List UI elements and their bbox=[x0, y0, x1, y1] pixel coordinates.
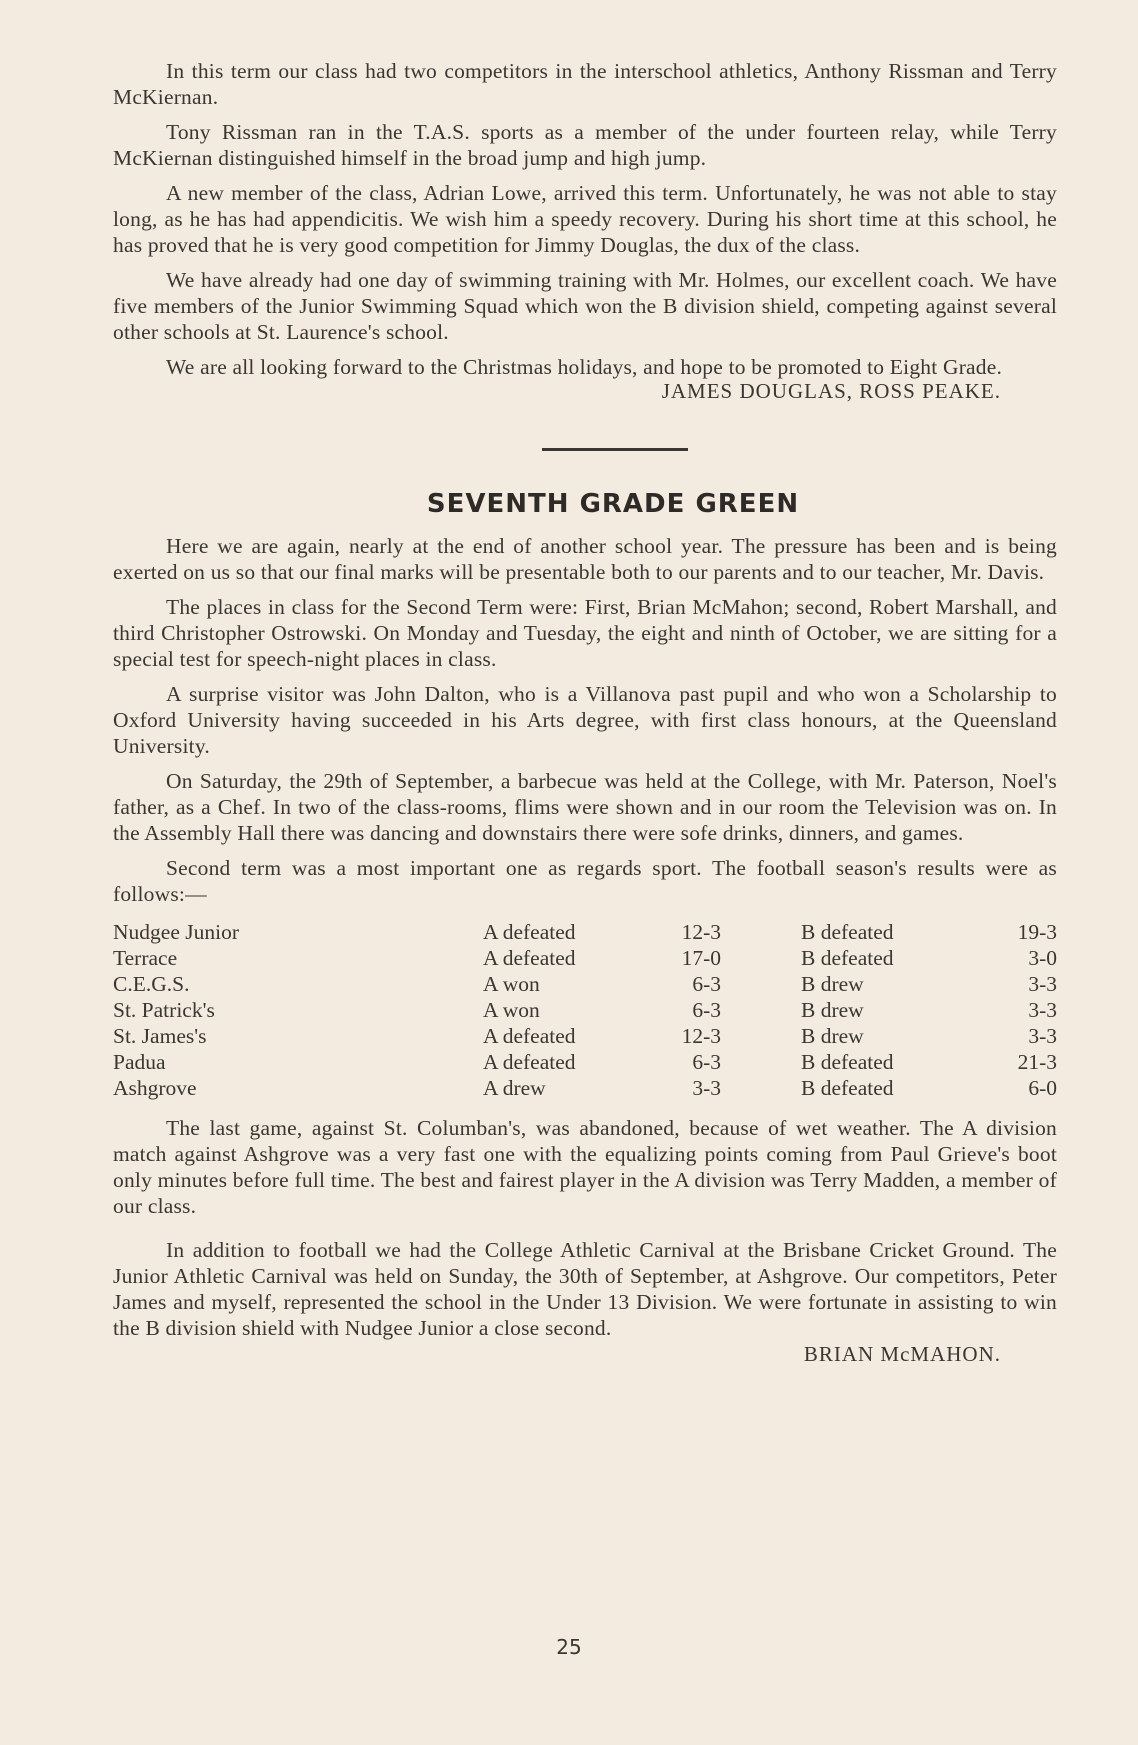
paragraph: In this term our class had two competitors in the interschool athletics, Anthony Rissman and Terry McKiernan. bbox=[113, 59, 1057, 109]
paragraph: Second term was a most important one as regards sport. The football season's results were as follows:— bbox=[113, 856, 1057, 906]
a-result-cell: A defeated bbox=[483, 946, 576, 970]
spacer-cell bbox=[721, 1075, 801, 1101]
b-result-cell: B defeated bbox=[801, 920, 894, 944]
paragraph: In addition to football we had the College Athletic Carnival at the Brisbane Cricket Ground. The Junior Athletic Carnival was held on Sunday, the 30th of September, at Ashgrove. Our competitors, Peter James and myself, represented the school in the Under 13 Division. We were fortunate in assisting to win the B division shield with Nudgee Junior a close second. bbox=[113, 1238, 1057, 1340]
b-score-cell: 3-0 bbox=[1028, 946, 1057, 970]
b-score-cell: 3-3 bbox=[1028, 1024, 1057, 1048]
spacer-cell bbox=[721, 919, 801, 945]
team-name-cell: Ashgrove bbox=[113, 1076, 197, 1100]
table-row bbox=[113, 971, 1057, 997]
b-score-cell: 6-0 bbox=[1028, 1076, 1057, 1100]
b-result-cell: B defeated bbox=[801, 1050, 894, 1074]
team-name-cell: Nudgee Junior bbox=[113, 920, 239, 944]
table-row bbox=[113, 1049, 1057, 1075]
a-score-cell: 12-3 bbox=[681, 1024, 721, 1048]
a-result-cell: A defeated bbox=[483, 1050, 576, 1074]
section-heading: SEVENTH GRADE GREEN bbox=[426, 489, 800, 519]
spacer-cell bbox=[721, 997, 801, 1023]
signature: JAMES DOUGLAS, ROSS PEAKE. bbox=[661, 379, 1001, 403]
a-result-cell: A defeated bbox=[483, 1024, 576, 1048]
team-name-cell: St. Patrick's bbox=[113, 998, 215, 1022]
a-result-cell: A defeated bbox=[483, 920, 576, 944]
document-page bbox=[113, 58, 1057, 1367]
table-row bbox=[113, 997, 1057, 1023]
team-name-cell: St. James's bbox=[113, 1024, 207, 1048]
paragraph: A new member of the class, Adrian Lowe, arrived this term. Unfortunately, he was not able to stay long, as he has had appendicitis. We wish him a speedy recovery. During his short time at this school, he has proved that he is very good competition for Jimmy Douglas, the dux of the class. bbox=[113, 181, 1057, 257]
page-number: 25 bbox=[556, 1635, 582, 1659]
sixth-grade-report bbox=[113, 58, 1057, 404]
a-result-cell: A drew bbox=[483, 1076, 546, 1100]
spacer-cell bbox=[721, 1049, 801, 1075]
table-row bbox=[113, 1075, 1057, 1101]
table-row bbox=[113, 1023, 1057, 1049]
b-score-cell: 21-3 bbox=[1017, 1050, 1057, 1074]
a-score-cell: 6-3 bbox=[692, 998, 721, 1022]
paragraph: We have already had one day of swimming training with Mr. Holmes, our excellent coach. We have five members of the Junior Swimming Squad which won the B division shield, competing against several other schools at St. Laurence's school. bbox=[113, 268, 1057, 344]
team-name-cell: Padua bbox=[113, 1050, 166, 1074]
paragraph: On Saturday, the 29th of September, a barbecue was held at the College, with Mr. Paterson, Noel's father, as a Chef. In two of the class-rooms, flims were shown and in our room the Television was on. In the Assembly Hall there was dancing and downstairs there were sofe drinks, dinners, and games. bbox=[113, 769, 1057, 845]
table-row bbox=[113, 919, 1057, 945]
b-score-cell: 3-3 bbox=[1028, 998, 1057, 1022]
football-results-table bbox=[113, 919, 1057, 1101]
paragraph: We are all looking forward to the Christmas holidays, and hope to be promoted to Eight Grade. bbox=[166, 355, 1003, 379]
b-score-cell: 19-3 bbox=[1017, 920, 1057, 944]
spacer-cell bbox=[721, 945, 801, 971]
b-result-cell: B drew bbox=[801, 972, 864, 996]
a-score-cell: 12-3 bbox=[681, 920, 721, 944]
seventh-grade-green-report bbox=[113, 489, 1057, 1367]
paragraph: A surprise visitor was John Dalton, who is a Villanova past pupil and who won a Scholarship to Oxford University having succeeded in his Arts degree, with first class honours, at the Queensland University. bbox=[113, 682, 1057, 758]
spacer-cell bbox=[721, 971, 801, 997]
b-result-cell: B defeated bbox=[801, 946, 894, 970]
a-result-cell: A won bbox=[483, 972, 540, 996]
paragraph: The places in class for the Second Term were: First, Brian McMahon; second, Robert Marshall, and third Christopher Ostrowski. On Monday and Tuesday, the eight and ninth of October, we are sitting for a special test for speech-night places in class. bbox=[113, 595, 1057, 671]
spacer-cell bbox=[721, 1023, 801, 1049]
b-score-cell: 3-3 bbox=[1028, 972, 1057, 996]
paragraph: Here we are again, nearly at the end of another school year. The pressure has been and is being exerted on us so that our final marks will be presentable both to our parents and to our teacher, Mr. Davis. bbox=[113, 534, 1057, 584]
a-score-cell: 6-3 bbox=[692, 1050, 721, 1074]
a-score-cell: 17-0 bbox=[681, 946, 721, 970]
paragraph: Tony Rissman ran in the T.A.S. sports as a member of the under fourteen relay, while Terry McKiernan distinguished himself in the broad jump and high jump. bbox=[113, 120, 1057, 170]
team-name-cell: Terrace bbox=[113, 946, 178, 970]
b-result-cell: B drew bbox=[801, 1024, 864, 1048]
signature: BRIAN McMAHON. bbox=[803, 1342, 1001, 1366]
a-score-cell: 3-3 bbox=[692, 1076, 721, 1100]
table-row bbox=[113, 945, 1057, 971]
a-result-cell: A won bbox=[483, 998, 540, 1022]
a-score-cell: 6-3 bbox=[692, 972, 721, 996]
section-divider bbox=[542, 448, 688, 451]
team-name-cell: C.E.G.S. bbox=[113, 972, 190, 996]
b-result-cell: B defeated bbox=[801, 1076, 894, 1100]
b-result-cell: B drew bbox=[801, 998, 864, 1022]
paragraph: The last game, against St. Columban's, was abandoned, because of wet weather. The A division match against Ashgrove was a very fast one with the equalizing points coming from Paul Grieve's boot only minutes before full time. The best and fairest player in the A division was Terry Madden, a member of our class. bbox=[113, 1116, 1057, 1218]
